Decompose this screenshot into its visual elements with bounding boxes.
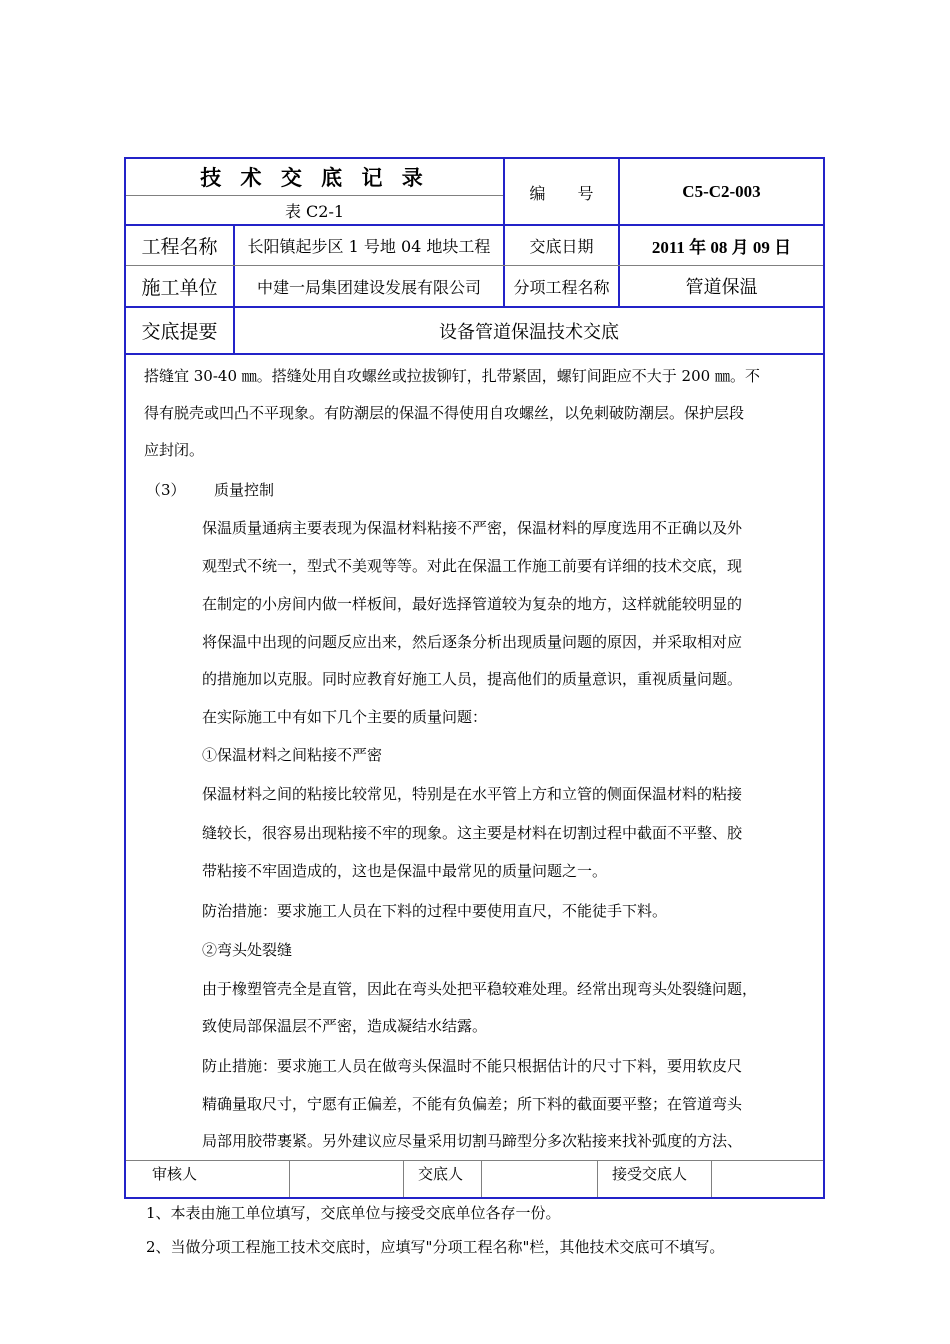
paragraph-line: 由于橡塑管壳全是直管，因此在弯头处把平稳较难处理。经常出现弯头处裂缝问题，: [202, 980, 758, 998]
summary-value: 设备管道保温技术交底: [439, 321, 619, 343]
disclosure-date-value: 2011 年 08 月 09 日: [651, 238, 792, 257]
form-number: 表 C2-1: [284, 201, 345, 221]
paragraph-line: 带粘接不牢固造成的，这也是保温中最常见的质量问题之一。: [202, 862, 608, 880]
body-line: 得有脱壳或凹凸不平现象。有防潮层的保温不得使用自攻螺丝，以免刺破防潮层。保护层段: [144, 404, 745, 422]
contractor-label: 施工单位: [141, 276, 218, 299]
summary-label: 交底提要: [141, 321, 218, 343]
reviewer-label: 审核人: [152, 1165, 198, 1183]
receiver-label: 接受交底人: [612, 1165, 688, 1183]
paragraph-line: 保温质量通病主要表现为保温材料粘接不严密，保温材料的厚度选用不正确以及外: [202, 519, 743, 537]
contractor-value: 中建一局集团建设发展有限公司: [256, 277, 481, 297]
project-name-value: 长阳镇起步区 1 号地 04 地块工程: [247, 237, 491, 256]
paragraph-line: 防止措施：要求施工人员在做弯头保温时不能只根据估计的尺寸下料，要用软皮尺: [202, 1057, 743, 1075]
body-line: 搭缝宜 30-40 ㎜。搭缝处用自攻螺丝或拉拔铆钉，扎带紧固，螺钉间距应不大于 200 ㎜。不: [144, 367, 760, 385]
number-value: C5-C2-003: [682, 182, 761, 201]
project-name-label: 工程名称: [141, 236, 218, 258]
paragraph-line: 在制定的小房间内做一样板间，最好选择管道较为复杂的地方，这样就能较明显的: [202, 595, 743, 613]
disclosure-date-label: 交底日期: [529, 237, 594, 256]
form-title: 技 术 交 底 记 录: [200, 165, 429, 190]
subitem-name-value: 管道保温: [685, 277, 758, 298]
paragraph-line: 防治措施：要求施工人员在下料的过程中要使用直尺，不能徒手下料。: [202, 902, 668, 920]
section-title: 质量控制: [214, 481, 275, 499]
footnote: 2、当做分项工程施工技术交底时，应填写"分项工程名称"栏，其他技术交底可不填写。: [146, 1238, 725, 1256]
paragraph-line: 局部用胶带裹紧。另外建议应尽量采用切割马蹄型分多次粘接来找补弧度的方法、: [202, 1132, 743, 1150]
discloser-label: 交底人: [418, 1165, 464, 1183]
paragraph-line: 将保温中出现的问题反应出来，然后逐条分析出现质量问题的原因，并采取相对应: [202, 633, 743, 651]
subitem-name-label: 分项工程名称: [513, 277, 610, 297]
section-number: （3）: [146, 481, 186, 499]
paragraph-line: 保温材料之间的粘接比较常见，特别是在水平管上方和立管的侧面保温材料的粘接: [202, 785, 743, 803]
paragraph-line: 缝较长，很容易出现粘接不牢的现象。这主要是材料在切割过程中截面不平整、胶: [202, 824, 743, 842]
body-line: 应封闭。: [144, 441, 205, 459]
paragraph-line: 观型式不统一，型式不美观等等。对此在保温工作施工前要有详细的技术交底，现: [202, 557, 743, 575]
subsection-title: ①保温材料之间粘接不严密: [202, 746, 383, 764]
footnote: 1、本表由施工单位填写，交底单位与接受交底单位各存一份。: [146, 1204, 561, 1222]
paragraph-line: 致使局部保温层不严密，造成凝结水结露。: [202, 1017, 488, 1035]
number-label: 编 号: [529, 183, 594, 203]
paragraph-line: 的措施加以克服。同时应教育好施工人员，提高他们的质量意识，重视质量问题。: [202, 670, 743, 688]
subsection-title: ②弯头处裂缝: [202, 941, 293, 959]
paragraph-line: 在实际施工中有如下几个主要的质量问题：: [202, 708, 488, 726]
paragraph-line: 精确量取尺寸，宁愿有正偏差，不能有负偏差；所下料的截面要平整；在管道弯头: [202, 1095, 743, 1113]
